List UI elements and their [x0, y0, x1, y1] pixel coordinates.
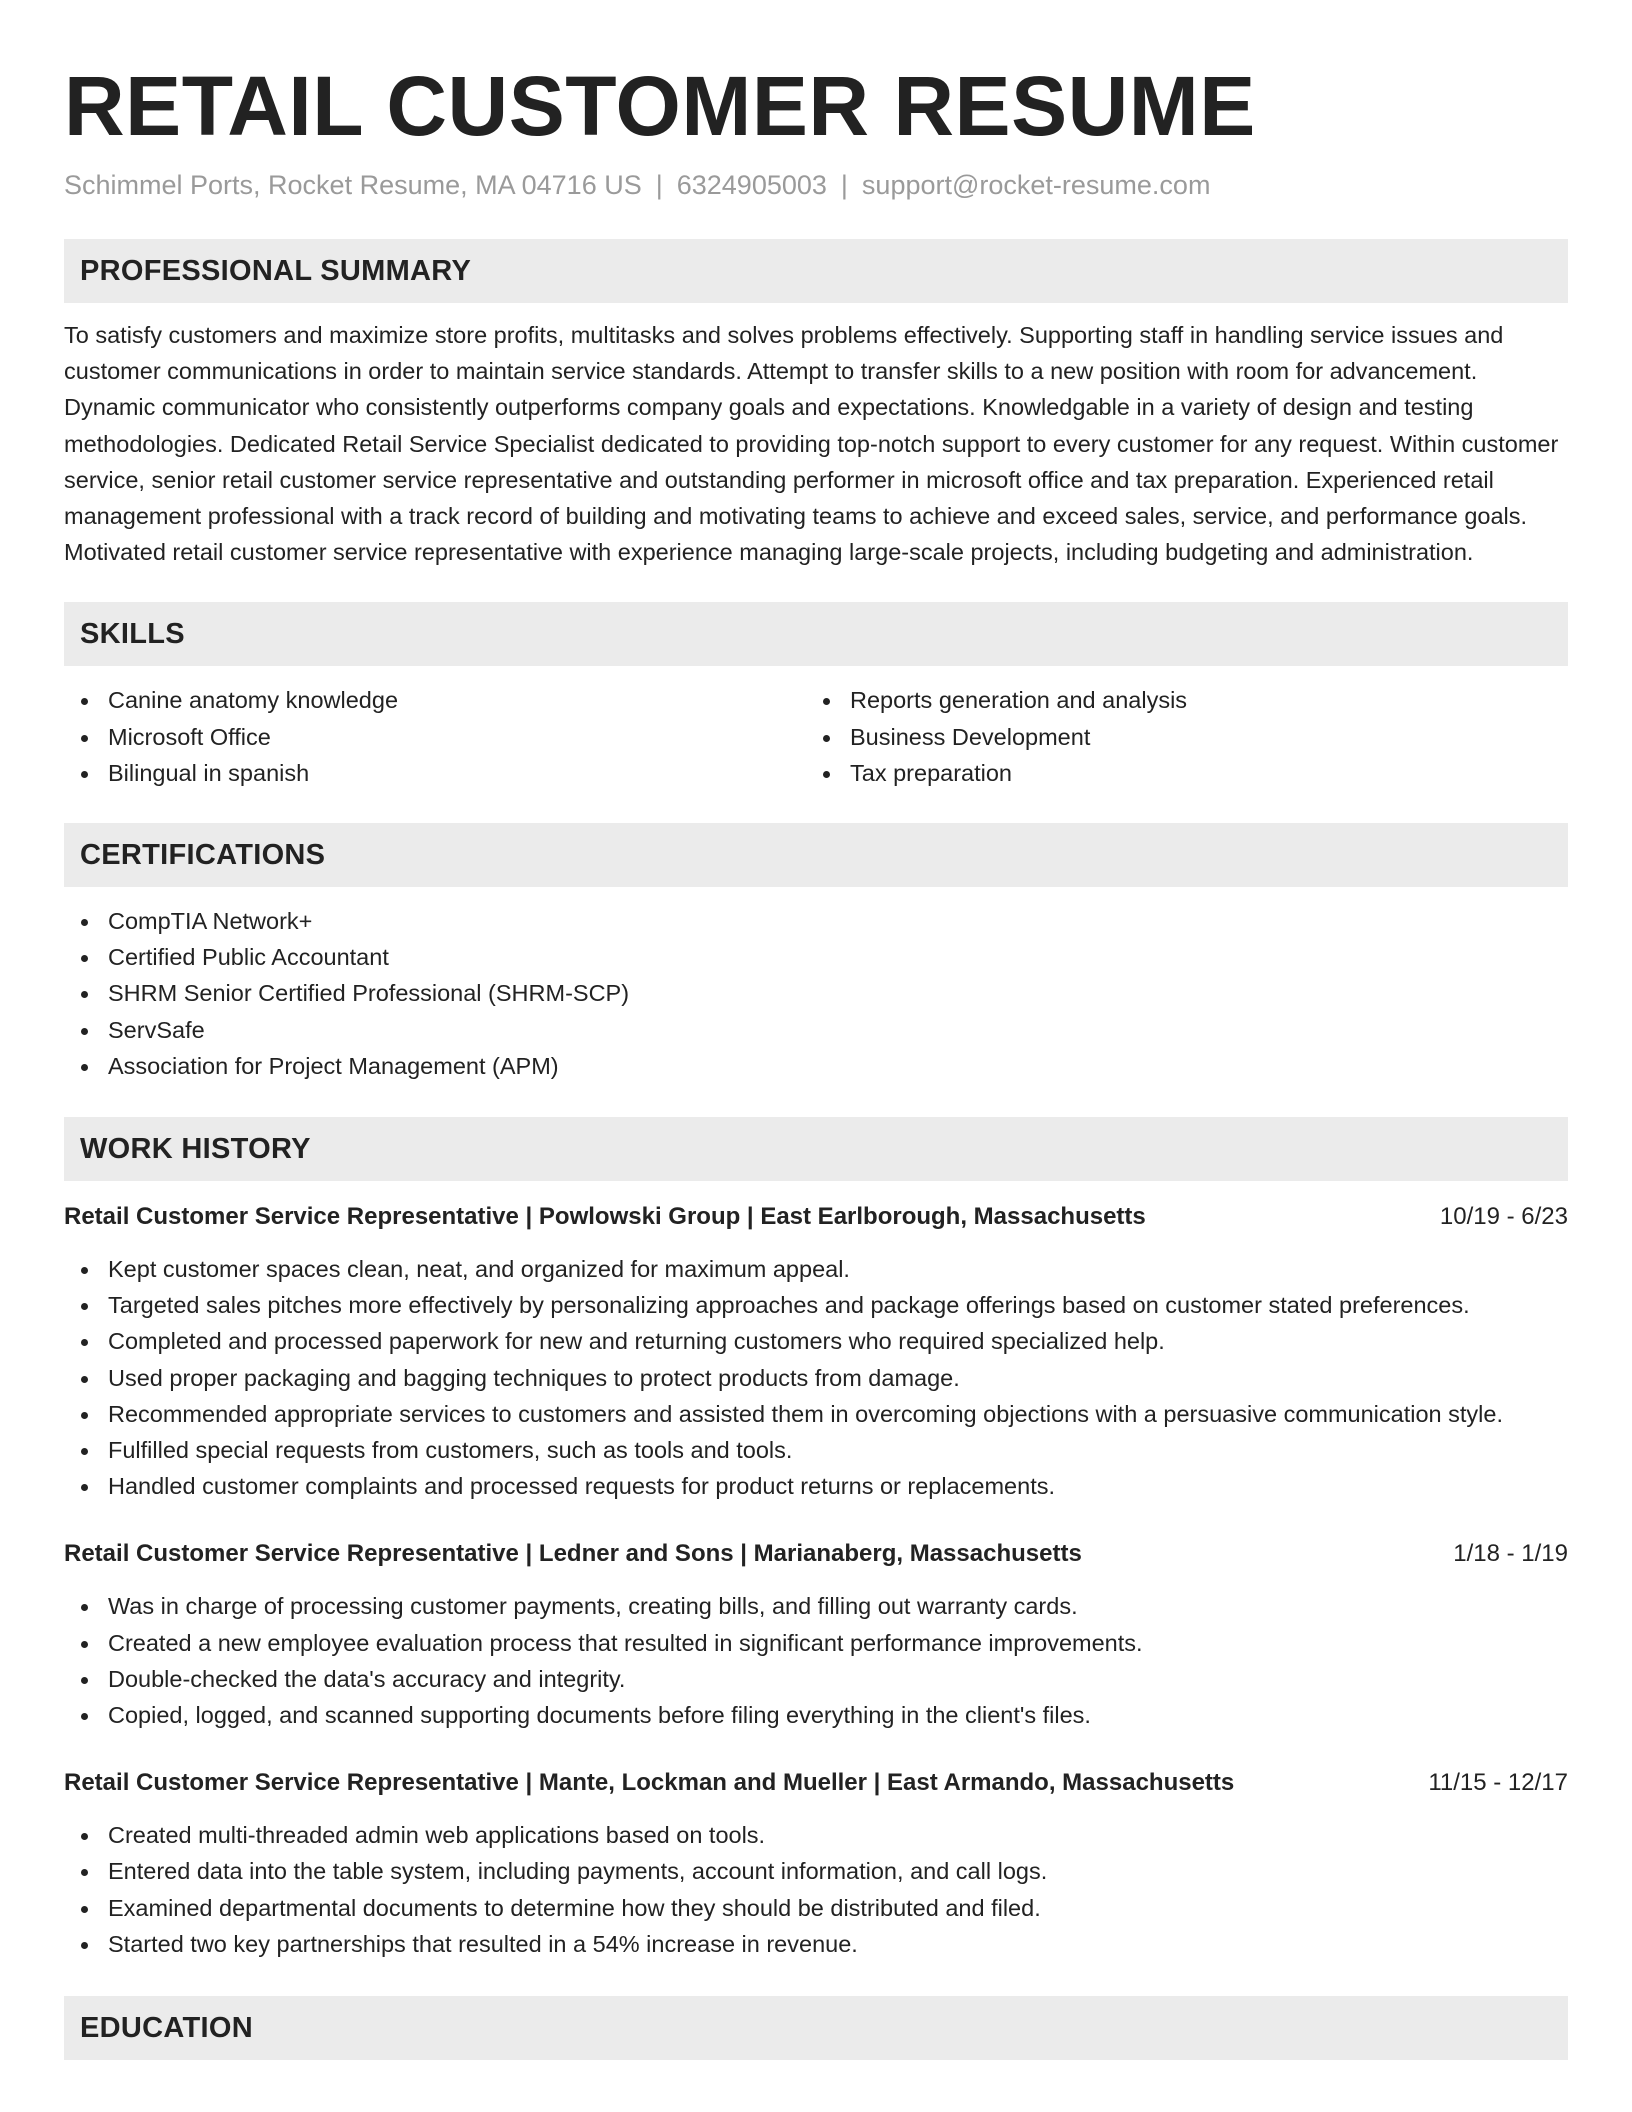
contact-phone: 6324905003	[676, 170, 827, 200]
summary-text: To satisfy customers and maximize store profits, multitasks and solves problems effectively. Supporting staff in handling service issues and customer communications in order to maintain service standards. Attempt to transfer skills to a new position with room for advancement. Dynamic communicator who consistently outperforms company goals and expectations. Knowledgable in a variety of design and testing methodologies. Dedicated Retail Service Specialist dedicated to providing top-notch support to every customer for any request. Within customer service, senior retail customer service representative and outstanding performer in microsoft office and tax preparation. Experienced retail management professional with a track record of building and motivating teams to achieve and exceed sales, service, and performance goals. Motivated retail customer service representative with experience managing large-scale projects, including budgeting and administration.	[64, 322, 1559, 566]
certification-item: ServSafe	[64, 1012, 1568, 1048]
contact-separator: |	[840, 170, 848, 200]
skills-column-right	[806, 682, 1548, 791]
job-duty: Handled customer complaints and processed requests for product returns or replacements.	[64, 1468, 1568, 1504]
job-entry	[64, 1536, 1568, 1733]
job-duties	[64, 1817, 1568, 1962]
certification-item: CompTIA Network+	[64, 903, 1568, 939]
certification-item: SHRM Senior Certified Professional (SHRM-SCP)	[64, 975, 1568, 1011]
job-duty: Used proper packaging and bagging techniques to protect products from damage.	[64, 1360, 1568, 1396]
job-duty: Completed and processed paperwork for new and returning customers who required specialized help.	[64, 1323, 1568, 1359]
job-header	[64, 1199, 1568, 1235]
job-entry	[64, 1765, 1568, 1962]
job-title: Retail Customer Service Representative | Ledner and Sons | Marianaberg, Massachusetts	[64, 1540, 1082, 1568]
resume-title: RETAIL CUSTOMER RESUME	[64, 59, 1256, 153]
summary-heading: PROFESSIONAL SUMMARY	[64, 239, 1568, 303]
certifications-heading: CERTIFICATIONS	[64, 823, 1568, 887]
job-duty: Started two key partnerships that resulted in a 54% increase in revenue.	[64, 1926, 1568, 1962]
job-header	[64, 1765, 1568, 1801]
job-duty: Created multi-threaded admin web applications based on tools.	[64, 1817, 1568, 1853]
contact-line	[64, 168, 1568, 202]
skills-heading: SKILLS	[64, 602, 1568, 666]
certifications-list	[64, 903, 1568, 1084]
job-duty: Double-checked the data's accuracy and integrity.	[64, 1661, 1568, 1697]
job-entry	[64, 1199, 1568, 1504]
job-title: Retail Customer Service Representative | Powlowski Group | East Earlborough, Massachusetts	[64, 1203, 1146, 1231]
job-duty: Targeted sales pitches more effectively by personalizing approaches and package offerings based on customer stated preferences.	[64, 1287, 1568, 1323]
job-duty: Entered data into the table system, including payments, account information, and call logs.	[64, 1853, 1568, 1889]
contact-separator: |	[655, 170, 663, 200]
certification-item: Certified Public Accountant	[64, 939, 1568, 975]
skills-column-left	[64, 682, 806, 791]
job-duty: Recommended appropriate services to customers and assisted them in overcoming objections with a persuasive communication style.	[64, 1396, 1568, 1432]
job-dates: 10/19 - 6/23	[1439, 1203, 1568, 1231]
contact-email: support@rocket-resume.com	[861, 170, 1211, 200]
job-duty: Kept customer spaces clean, neat, and organized for maximum appeal.	[64, 1251, 1568, 1287]
skill-item: Microsoft Office	[64, 719, 806, 755]
resume-page	[64, 0, 1568, 2060]
certification-item: Association for Project Management (APM)	[64, 1048, 1568, 1084]
job-duty: Was in charge of processing customer payments, creating bills, and filling out warranty cards.	[64, 1588, 1568, 1624]
job-duty: Copied, logged, and scanned supporting documents before filing everything in the client's files.	[64, 1697, 1568, 1733]
skill-item: Bilingual in spanish	[64, 755, 806, 791]
job-header	[64, 1536, 1568, 1572]
skill-item: Business Development	[806, 719, 1548, 755]
job-duty: Created a new employee evaluation process that resulted in significant performance improvements.	[64, 1625, 1568, 1661]
job-duties	[64, 1251, 1568, 1504]
job-title: Retail Customer Service Representative | Mante, Lockman and Mueller | East Armando, Massachusetts	[64, 1769, 1235, 1797]
job-duty: Examined departmental documents to determine how they should be distributed and filed.	[64, 1890, 1568, 1926]
contact-address: Schimmel Ports, Rocket Resume, MA 04716 US	[64, 170, 642, 200]
job-duties	[64, 1588, 1568, 1733]
skill-item: Tax preparation	[806, 755, 1548, 791]
skill-item: Canine anatomy knowledge	[64, 682, 806, 718]
job-dates: 11/15 - 12/17	[1428, 1769, 1568, 1797]
work-history-heading: WORK HISTORY	[64, 1117, 1568, 1181]
education-heading: EDUCATION	[64, 1996, 1568, 2060]
job-duty: Fulfilled special requests from customers, such as tools and tools.	[64, 1432, 1568, 1468]
job-dates: 1/18 - 1/19	[1453, 1540, 1568, 1568]
skill-item: Reports generation and analysis	[806, 682, 1548, 718]
skills-list	[64, 682, 1568, 791]
